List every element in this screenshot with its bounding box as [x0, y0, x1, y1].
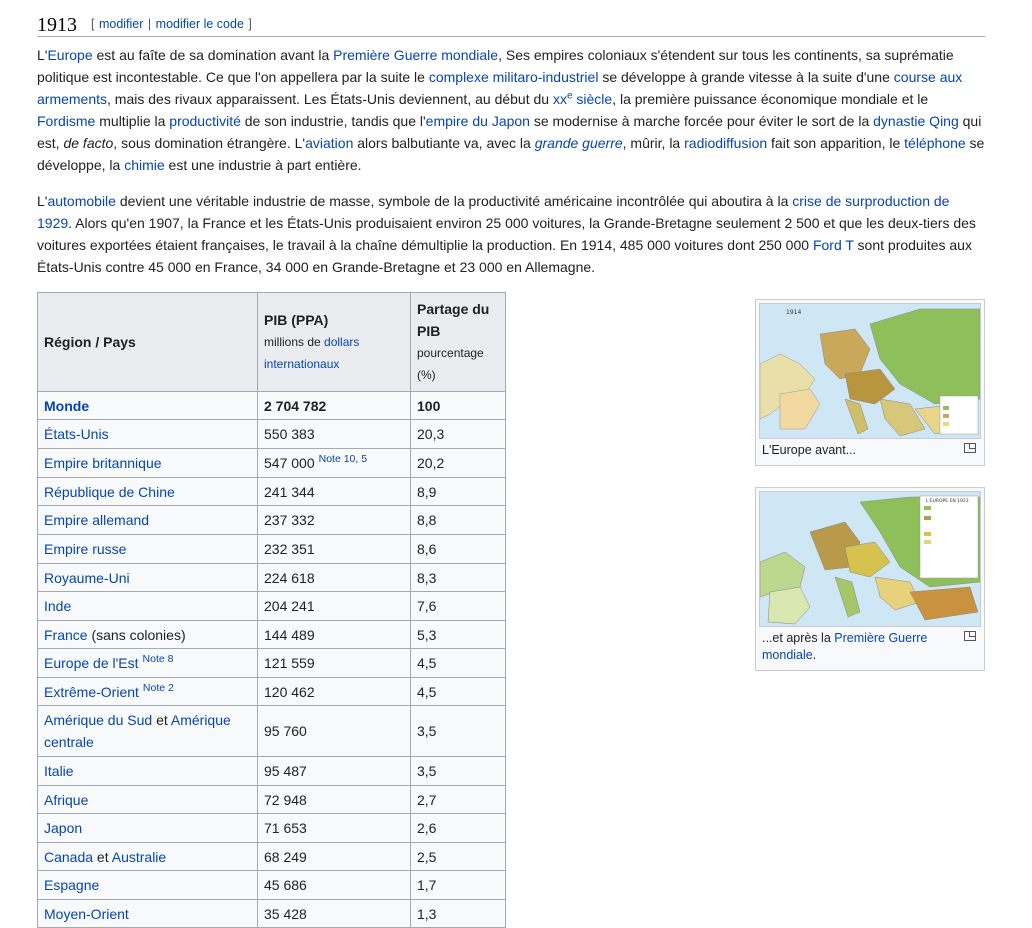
cell-pib: 68 249: [258, 843, 411, 871]
map-europe-1923-image: [760, 492, 980, 626]
cell-region: [38, 900, 258, 928]
gdp-table: [37, 292, 506, 928]
cell-share: 7,6: [411, 592, 506, 621]
cell-pib: 2 704 782: [258, 392, 411, 420]
link-region[interactable]: Amérique du Sud: [44, 712, 153, 728]
table-row: [38, 786, 506, 814]
section-heading: [37, 8, 985, 37]
cell-region: [38, 871, 258, 900]
note-ref[interactable]: Note 8: [142, 653, 174, 666]
table-row: [38, 871, 506, 900]
link-crise-1929[interactable]: crise de surproduction de 1929: [37, 193, 950, 231]
link-region[interactable]: République de Chine: [44, 483, 175, 500]
cell-region: [38, 449, 258, 478]
link-region[interactable]: Extrême-Orient: [44, 683, 139, 700]
edit-code-link[interactable]: modifier le code: [155, 17, 244, 31]
cell-share: 4,5: [411, 649, 506, 678]
link-europe[interactable]: Europe: [47, 47, 93, 63]
link-caption-premiere-guerre[interactable]: Première Guerre mondiale: [762, 631, 928, 662]
section-edit-links: [ modifier | modifier le code ]: [91, 17, 252, 31]
cell-pib: 144 489: [258, 621, 411, 649]
cell-pib: 45 686: [258, 871, 411, 900]
cell-region: [38, 678, 258, 706]
cell-region: [38, 649, 258, 678]
gdp-table-body: [38, 392, 506, 928]
cell-pib: 121 559: [258, 649, 411, 678]
link-region[interactable]: Europe de l'Est: [44, 655, 139, 671]
table-row: [38, 392, 506, 420]
cell-pib: 224 618: [258, 564, 411, 592]
link-dynastie-qing[interactable]: dynastie Qing: [873, 113, 959, 129]
note-ref[interactable]: Note 10, 5: [318, 453, 368, 466]
magnify-icon[interactable]: [964, 443, 976, 453]
cell-share: 20,2: [411, 449, 506, 478]
cell-share: 3,5: [411, 757, 506, 786]
table-row: [38, 678, 506, 706]
table-row: [38, 706, 506, 757]
cell-pib: 547 000 $^{Note 10, 5}$: [258, 449, 411, 478]
thumbnail-europe-after: [755, 487, 985, 671]
link-region[interactable]: Espagne: [44, 877, 100, 893]
table-row: [38, 420, 506, 449]
cell-pib: 204 241: [258, 592, 411, 621]
map-europe-1914-image: [760, 304, 980, 438]
link-productivite[interactable]: productivité: [169, 113, 241, 129]
table-row: [38, 478, 506, 506]
link-region[interactable]: États-Unis: [44, 426, 109, 442]
table-row: [38, 900, 506, 928]
cell-region: [38, 506, 258, 535]
link-region[interactable]: Australie: [111, 848, 167, 865]
link-region[interactable]: Empire allemand: [44, 512, 150, 528]
link-dollars-internationaux[interactable]: dollars internationaux: [264, 335, 360, 371]
table-row: [38, 621, 506, 649]
cell-share: 8,3: [411, 564, 506, 592]
cell-share: 4,5: [411, 678, 506, 706]
link-automobile[interactable]: automobile: [47, 193, 116, 209]
link-xxe-siecle[interactable]: $xx^e$ siècle: [552, 90, 613, 107]
cell-share: 8,6: [411, 535, 506, 564]
link-region[interactable]: France: [44, 626, 88, 643]
link-region[interactable]: Afrique: [44, 791, 89, 808]
link-complexe[interactable]: complexe militaro-industriel: [428, 69, 599, 85]
table-row: [38, 449, 506, 478]
table-row: [38, 592, 506, 621]
link-region[interactable]: Amérique centrale: [44, 712, 231, 750]
cell-region: [38, 420, 258, 449]
cell-region: Amérique du Sud et Amérique centrale: [38, 706, 258, 757]
table-row: [38, 757, 506, 786]
cell-region: [38, 757, 258, 786]
table-row: [38, 843, 506, 871]
svg-text:1914: 1914: [786, 309, 802, 316]
cell-pib: 72 948: [258, 786, 411, 814]
link-premiere-guerre[interactable]: Première Guerre mondiale: [333, 47, 499, 63]
link-aviation[interactable]: aviation: [305, 135, 354, 151]
link-region[interactable]: Canada: [44, 848, 94, 865]
cell-pib: 71 653: [258, 814, 411, 843]
cell-pib: 237 332: [258, 506, 411, 535]
section-title: 1913: [37, 14, 77, 36]
cell-share: 8,8: [411, 506, 506, 535]
link-region[interactable]: Monde: [44, 397, 90, 414]
link-course-armements[interactable]: course aux armements: [37, 69, 963, 107]
link-grande-guerre[interactable]: grande guerre: [534, 135, 623, 151]
cell-pib: 95 487: [258, 757, 411, 786]
cell-region: [38, 535, 258, 564]
cell-region: [38, 564, 258, 592]
link-empire-japon[interactable]: empire du Japon: [425, 113, 530, 129]
cell-pib: 95 760: [258, 706, 411, 757]
link-region[interactable]: Royaume-Uni: [44, 569, 130, 586]
cell-region: [38, 786, 258, 814]
cell-pib: 241 344: [258, 478, 411, 506]
cell-share: 100: [411, 392, 506, 420]
cell-region: [38, 814, 258, 843]
map-europe-1914[interactable]: [759, 303, 981, 439]
header-share: Partage du PIB pourcentage (%): [411, 293, 506, 392]
map-europe-1923[interactable]: [759, 491, 981, 627]
link-telephone[interactable]: téléphone: [904, 135, 966, 151]
table-row: [38, 564, 506, 592]
cell-share: 3,5: [411, 706, 506, 757]
link-ford-t[interactable]: Ford T: [812, 237, 854, 253]
cell-pib: 120 462: [258, 678, 411, 706]
cell-region: [38, 592, 258, 621]
link-radiodiffusion[interactable]: radiodiffusion: [684, 135, 768, 151]
cell-share: 2,6: [411, 814, 506, 843]
table-row: [38, 814, 506, 843]
magnify-icon[interactable]: [964, 631, 976, 641]
table-row: [38, 535, 506, 564]
thumbnail-europe-before: [755, 299, 985, 466]
cell-region: [38, 392, 258, 420]
paragraph-1: L'Europe est au faîte de sa domination avant la Première Guerre mondiale, Ses empires coloniaux s'étendent sur tous les continents, sa suprématie politique est incontestable. Ce que l'on appellera par la suite le complexe militaro-industriel se développe à grande vitesse à la suite d'une course aux armements, mais des rivaux apparaissent. Les États-Unis deviennent, au début du $xx^e$ siècle, la première puissance économique mondiale et le Fordisme multiplie la productivité de son industrie, tandis que l'empire du Japon se modernise à marche forcée pour éviter le sort de la dynastie Qing qui est, de facto, sous domination étrangère. L'aviation alors balbutiante va, avec la grande guerre, mûrir, la radiodiffusion fait son apparition, le téléphone se développe, la chimie est une industrie à part entière.: [37, 47, 985, 173]
note-ref[interactable]: Note 2: [142, 681, 174, 694]
cell-share: 2,7: [411, 786, 506, 814]
cell-pib: 550 383: [258, 420, 411, 449]
cell-share: 5,3: [411, 621, 506, 649]
edit-link[interactable]: modifier: [98, 17, 144, 31]
cell-region: [38, 478, 258, 506]
link-region[interactable]: Italie: [44, 763, 74, 779]
svg-text:L'EUROPE EN 1923: L'EUROPE EN 1923: [926, 499, 969, 504]
cell-share: 20,3: [411, 420, 506, 449]
link-region[interactable]: Empire britannique: [44, 455, 162, 471]
cell-region: France (sans colonies): [38, 621, 258, 649]
cell-pib: 232 351: [258, 535, 411, 564]
thumbnail-caption-before: L'Europe avant...: [756, 439, 984, 465]
cell-share: 1,7: [411, 871, 506, 900]
link-region[interactable]: Moyen-Orient: [44, 905, 129, 922]
header-region: Région / Pays: [38, 293, 258, 392]
cell-region: Canada et Australie: [38, 843, 258, 871]
paragraph-2: L'automobile devient une véritable industrie de masse, symbole de la productivité américaine incontrôlée qui aboutira à la crise de surproduction de 1929. Alors qu'en 1907, la France et les États-Unis produisaient environ 25 000 voitures, la Grande-Bretagne seulement 2 500 et que les deux-tiers des voitures exportées étaient françaises, le travail à la chaîne démultiplie la production. En 1914, 485 000 voitures dont 250 000 Ford T sont produites aux États-Unis contre 45 000 en France, 34 000 en Grande-Bretagne et 23 000 en Allemagne.: [37, 193, 976, 275]
cell-share: 1,3: [411, 900, 506, 928]
table-row: [38, 649, 506, 678]
table-row: [38, 506, 506, 535]
link-region[interactable]: Inde: [44, 598, 72, 614]
link-region[interactable]: Empire russe: [44, 541, 127, 557]
link-fordisme[interactable]: Fordisme: [37, 113, 96, 129]
link-region[interactable]: Japon: [44, 820, 83, 836]
link-chimie[interactable]: chimie: [124, 157, 165, 173]
header-pib: PIB (PPA) millions de dollars internationaux: [258, 293, 411, 392]
cell-pib: 35 428: [258, 900, 411, 928]
cell-share: 2,5: [411, 843, 506, 871]
thumbnail-caption-after: ...et après la Première Guerre mondiale.: [756, 627, 984, 670]
cell-share: 8,9: [411, 478, 506, 506]
